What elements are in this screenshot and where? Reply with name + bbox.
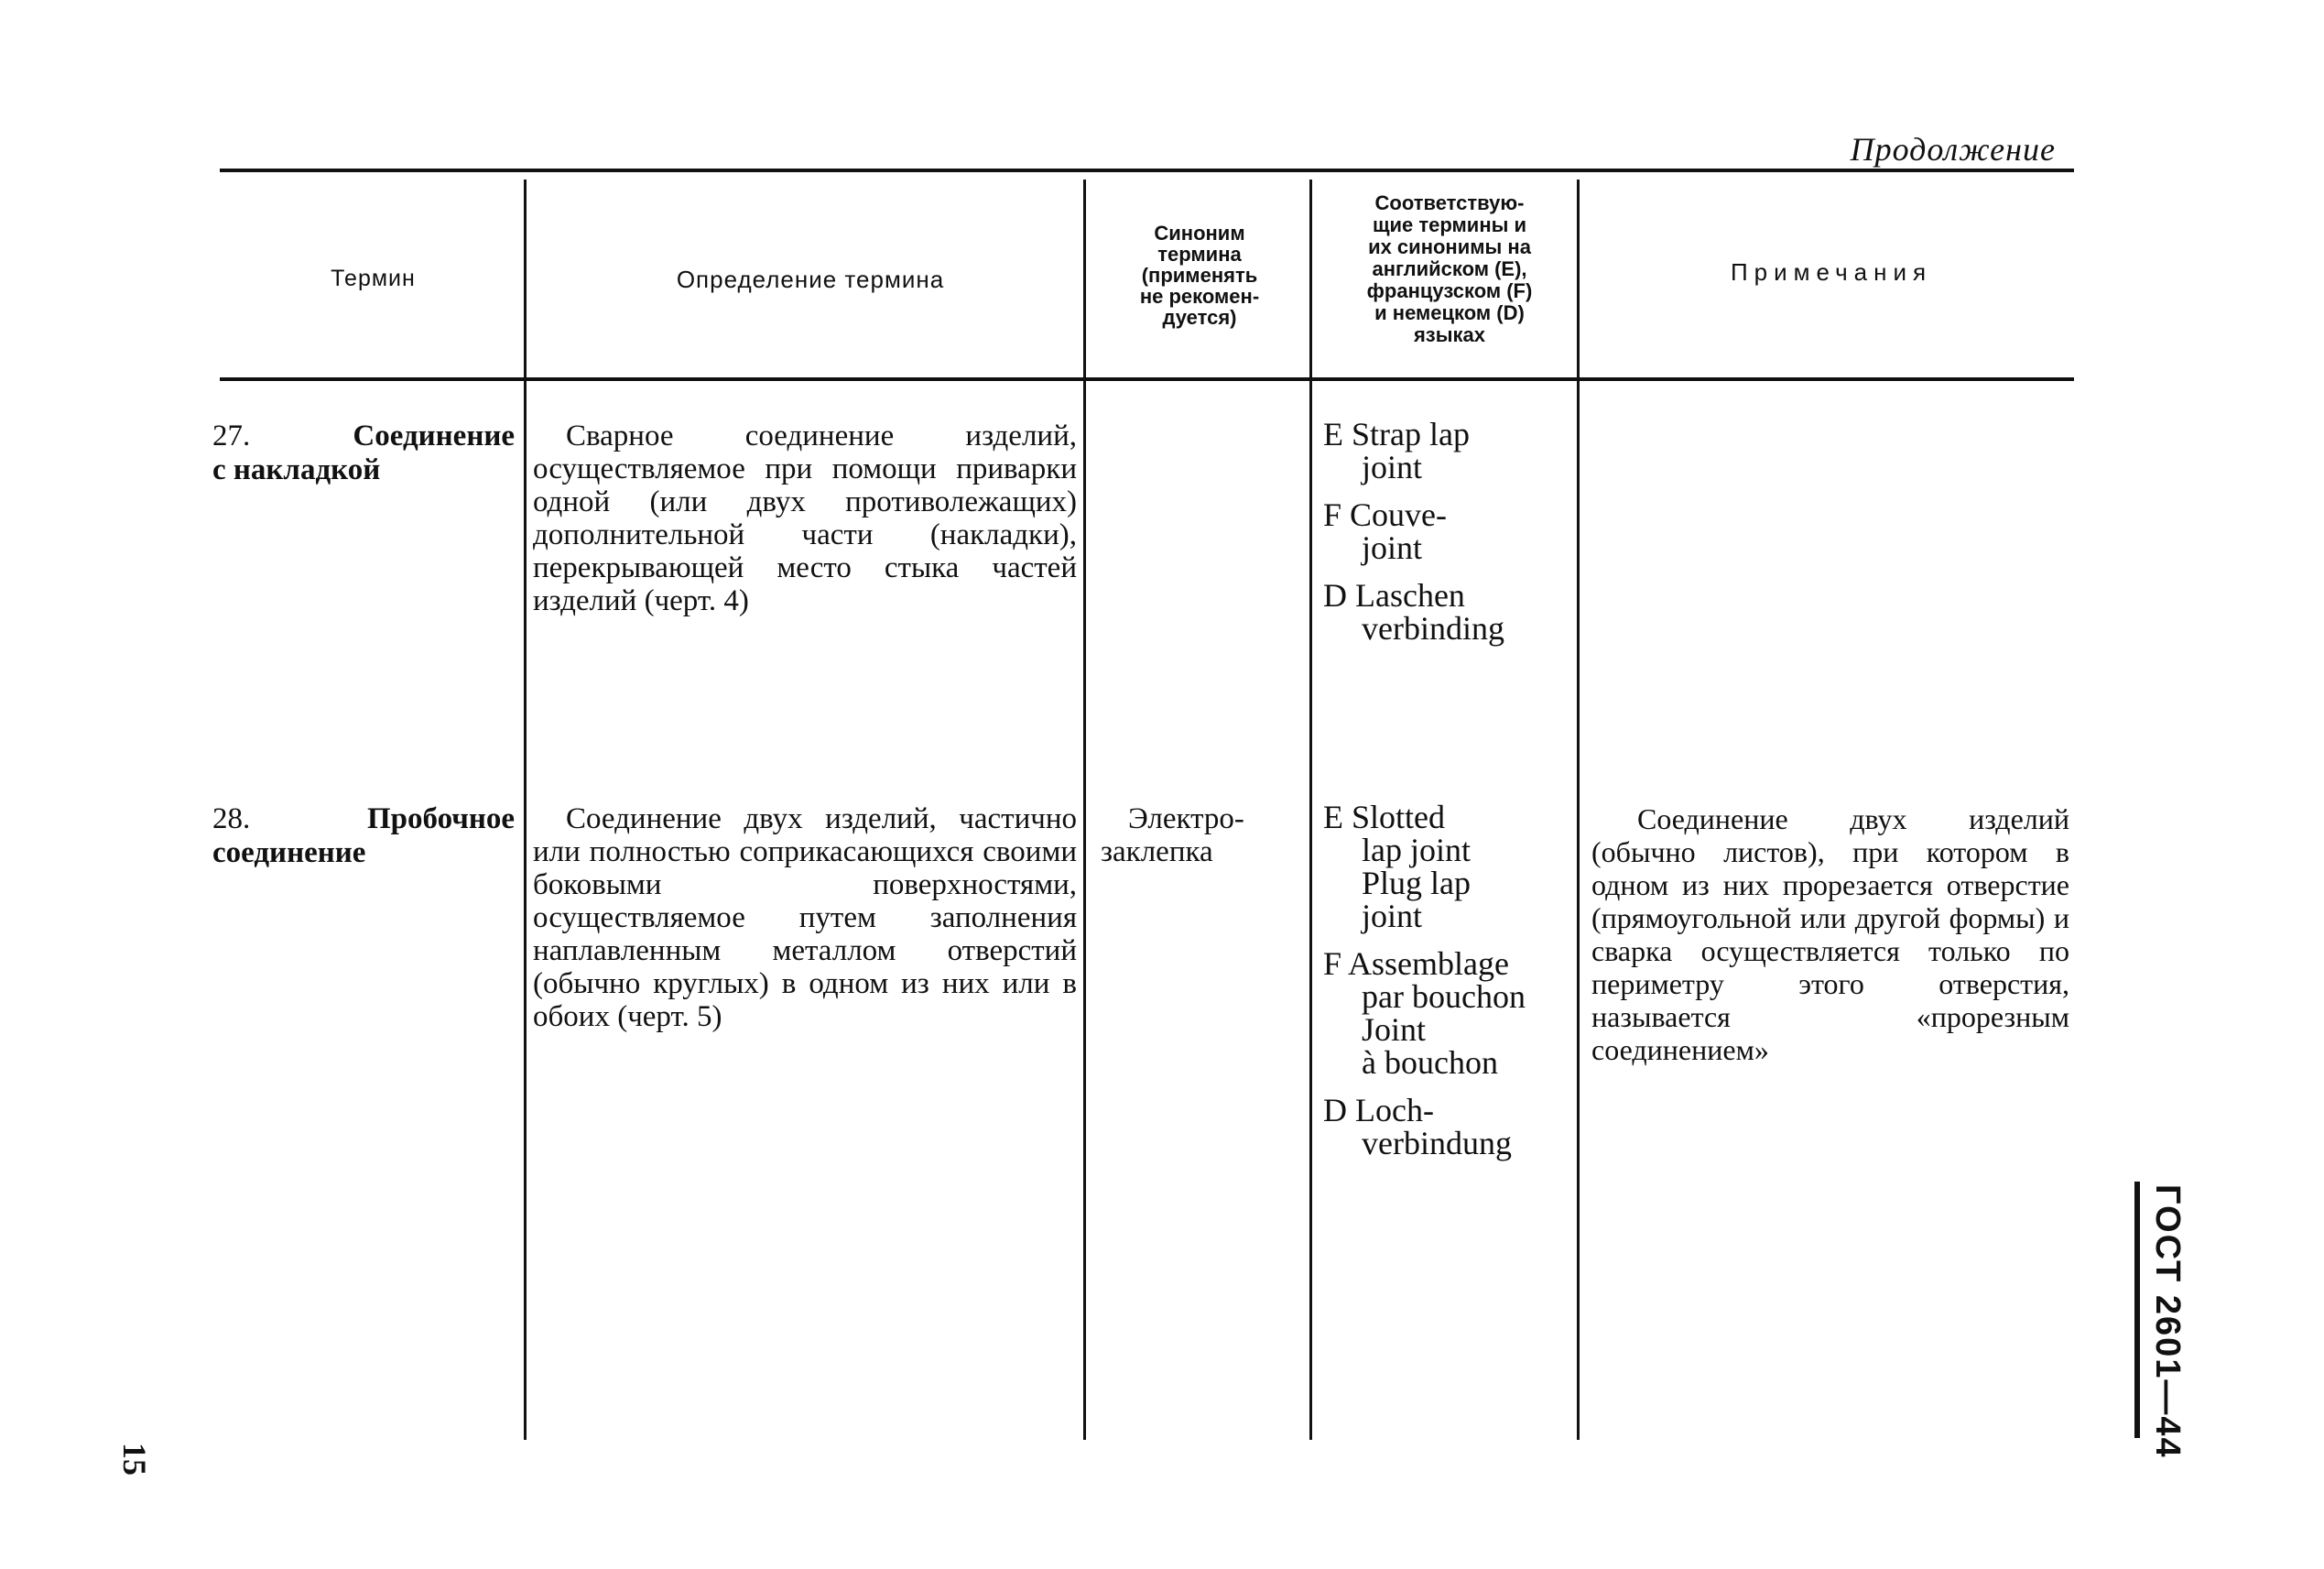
equivalents-27 [1323,418,1580,659]
header-synonym-line: дуется) [1162,306,1237,329]
header-definition: Определение термина [676,266,945,293]
equivalent-german: verbinding [1362,610,1504,647]
equivalent-german: D Loch- [1323,1092,1434,1128]
header-synonym-line: Синоним [1154,222,1245,245]
header-synonym [1090,223,1309,328]
column-divider-3 [1309,180,1312,1440]
equivalent-english: Plug lap [1362,865,1472,901]
equivalent-german: verbindung [1362,1125,1512,1161]
note-28: Соединение двух изделий (обычно листов), при котором в одном из них прорезается отверстие (прямоугольной или другой формы) и сварка осуществляется только по периметру этого отверстия, называется «прорезным соединением» [1591,802,2069,1066]
equivalent-french: joint [1362,529,1423,566]
definition-27: Сварное соединение изделий, осуществляемое при помощи приварки одной (или двух противолежащих) дополнительной части (накладки), перекрывающей место стыка частей изделий (черт. 4) [533,419,1077,617]
header-synonym-line: (применять [1141,264,1258,287]
standard-designation: ГОСТ 2601—44 [2148,1184,2187,1459]
table-header-rule [220,377,2074,381]
column-divider-2 [1083,180,1086,1440]
equivalents-28 [1323,801,1580,1174]
standard-bar [2134,1182,2140,1438]
page-number: 15 [116,1443,153,1476]
column-divider-1 [524,180,527,1440]
equivalent-english: lap joint [1362,832,1471,868]
equivalent-english: E Strap lap [1323,416,1470,452]
header-equivalents [1317,192,1582,346]
equivalent-french: F Assemblage [1323,945,1509,982]
synonym-line: заклепка [1101,835,1213,868]
equivalent-french: par bouchon [1362,978,1526,1015]
term-name: Соединение [353,419,515,452]
term-number: 27. [212,419,251,452]
term-name-cont: с накладкой [212,453,381,486]
header-equivalents-line: щие термины и [1372,213,1527,236]
continuation-label: Продолжение [1850,131,2056,168]
header-equivalents-line: французском (F) [1366,279,1533,302]
equivalent-english: E Slotted [1323,799,1445,835]
synonym-28 [1101,802,1304,868]
equivalent-german: D Laschen [1323,577,1465,614]
term-27 [212,419,515,487]
definition-28: Соединение двух изделий, частично или полностью соприкасающихся своими боковыми поверхностями, осуществляемое путем заполнения наплавленным металлом отверстий (обычно круглых) в одном из них или в обоих (черт. 5) [533,802,1077,1033]
equivalent-french: F Couve- [1323,496,1447,533]
synonym-line: Электро- [1128,802,1244,835]
table-top-rule [220,169,2074,172]
header-equivalents-line: языках [1413,323,1486,346]
term-name: Пробочное [366,802,515,835]
header-equivalents-line: и немецком (D) [1374,301,1525,324]
term-number: 28. [212,802,251,835]
header-synonym-line: термина [1157,243,1242,266]
header-term: Термин [331,266,416,291]
header-synonym-line: не рекомен- [1139,285,1260,308]
header-equivalents-line: Соответствую- [1374,191,1525,214]
equivalent-french: Joint [1362,1011,1427,1048]
term-28 [212,802,515,870]
equivalent-english: joint [1362,449,1423,485]
header-equivalents-line: английском (E), [1372,257,1527,280]
term-name-cont: соединение [212,836,366,869]
equivalent-english: joint [1362,898,1423,934]
equivalent-french: à bouchon [1362,1044,1498,1081]
header-equivalents-line: их синонимы на [1368,235,1531,258]
header-notes: Примечания [1730,258,1933,286]
